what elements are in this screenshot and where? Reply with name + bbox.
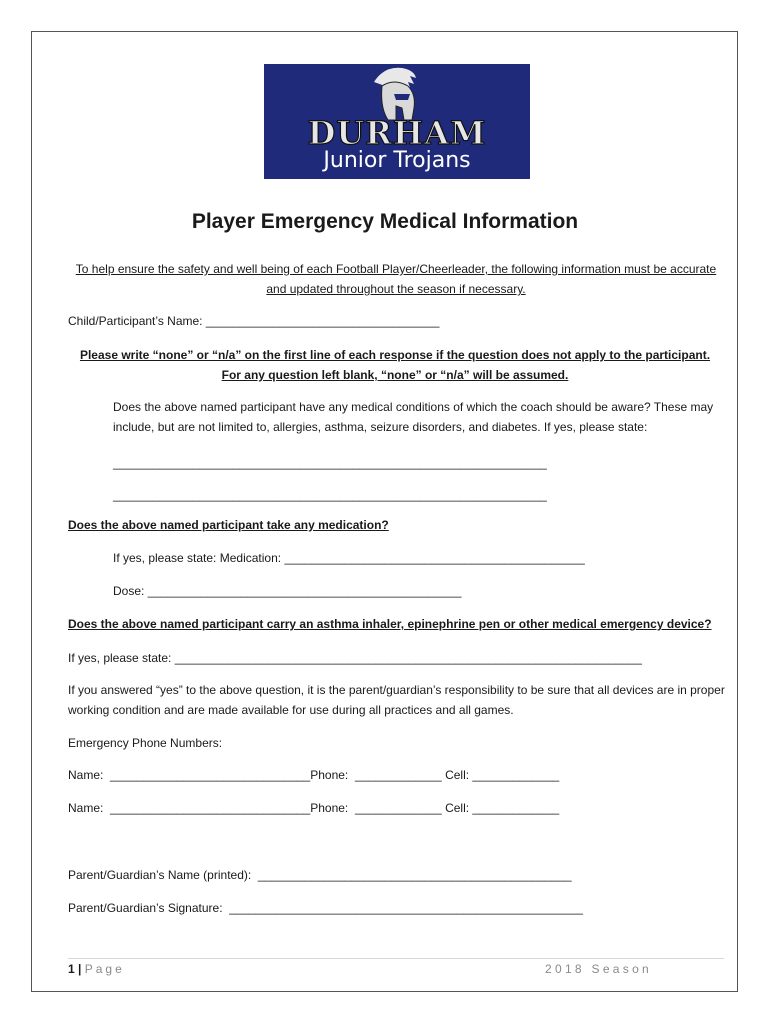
contact-name-field[interactable]: ______________________________ xyxy=(110,801,311,815)
contact-cell-label: Cell: xyxy=(445,768,470,782)
medication-field[interactable]: _____________________________________________ xyxy=(284,551,585,565)
medication-heading: Does the above named participant take any medication? xyxy=(68,518,389,532)
footer-page-number xyxy=(68,962,125,976)
contact-phone-label: Phone: xyxy=(310,768,349,782)
contact-name-field[interactable]: ______________________________ xyxy=(110,768,311,782)
instructions xyxy=(40,345,750,385)
dose-row xyxy=(113,581,461,601)
contact-phone-field[interactable]: _____________ xyxy=(354,801,442,815)
device-notice: If you answered “yes” to the above question, it is the parent/guardian’s responsibility to be sure that all devices are in proper working condition and are made available for use during all practices and all games. xyxy=(68,683,725,717)
instruction-line-2: For any question left blank, “none” or “n/a” will be assumed. xyxy=(221,368,569,382)
medication-row xyxy=(113,548,585,568)
guardian-name-row xyxy=(68,865,572,885)
contact-phone-label: Phone: xyxy=(310,801,349,815)
guardian-signature-row xyxy=(68,898,583,918)
emergency-heading: Emergency Phone Numbers: xyxy=(68,736,223,750)
page-word: Page xyxy=(84,962,125,976)
intro-text: To help ensure the safety and well being of each Football Player/Cheerleader, the following information must be accurate and updated throughout the season if necessary. xyxy=(75,262,717,296)
instruction-line-1: Please write “none” or “n/a” on the first line of each response if the question does not apply to the participant. xyxy=(79,348,711,362)
medication-label: If yes, please state: Medication: xyxy=(113,551,282,565)
conditions-field-1[interactable]: _________________________________________________________________ xyxy=(113,456,547,470)
page-number: 1 xyxy=(68,962,75,976)
conditions-question: Does the above named participant have any medical conditions of which the coach should be aware? These may include, but are not limited to, allergies, asthma, seizure disorders, and diabetes. If yes, please state: xyxy=(113,400,714,434)
page-title: Player Emergency Medical Information xyxy=(191,210,579,233)
contact-name-label: Name: xyxy=(68,768,104,782)
device-row xyxy=(68,648,642,668)
contact-cell-label: Cell: xyxy=(445,801,470,815)
conditions-field-2[interactable]: _________________________________________________________________ xyxy=(113,488,547,502)
device-heading: Does the above named participant carry an asthma inhaler, epinephrine pen or other medical emergency device? xyxy=(68,617,712,631)
logo-wordmark: DURHAM xyxy=(307,114,487,152)
footer-divider xyxy=(68,958,724,959)
device-label: If yes, please state: xyxy=(68,651,172,665)
participant-name-row xyxy=(68,311,439,331)
participant-name-label: Child/Participant’s Name: xyxy=(68,314,203,328)
guardian-signature-label: Parent/Guardian’s Signature: xyxy=(68,901,223,915)
contact-row xyxy=(68,765,559,785)
dose-label: Dose: xyxy=(113,584,145,598)
guardian-signature-field[interactable]: _____________________________________________________ xyxy=(229,901,583,915)
contact-cell-field[interactable]: _____________ xyxy=(472,801,560,815)
participant-name-field[interactable]: ___________________________________ xyxy=(205,314,440,328)
contact-cell-field[interactable]: _____________ xyxy=(472,768,560,782)
guardian-name-field[interactable]: _______________________________________________ xyxy=(257,868,572,882)
dose-field[interactable]: _______________________________________________ xyxy=(147,584,462,598)
contact-row xyxy=(68,798,559,818)
logo-subtitle: Junior Trojans xyxy=(323,148,471,173)
footer-season: 2018 Season xyxy=(545,962,653,976)
contact-phone-field[interactable]: _____________ xyxy=(354,768,442,782)
logo-graphic xyxy=(264,64,530,179)
guardian-name-label: Parent/Guardian’s Name (printed): xyxy=(68,868,252,882)
device-field[interactable]: ______________________________________________________________________ xyxy=(174,651,642,665)
page-separator: | xyxy=(78,962,82,976)
durham-junior-trojans-logo xyxy=(264,64,530,179)
contact-name-label: Name: xyxy=(68,801,104,815)
